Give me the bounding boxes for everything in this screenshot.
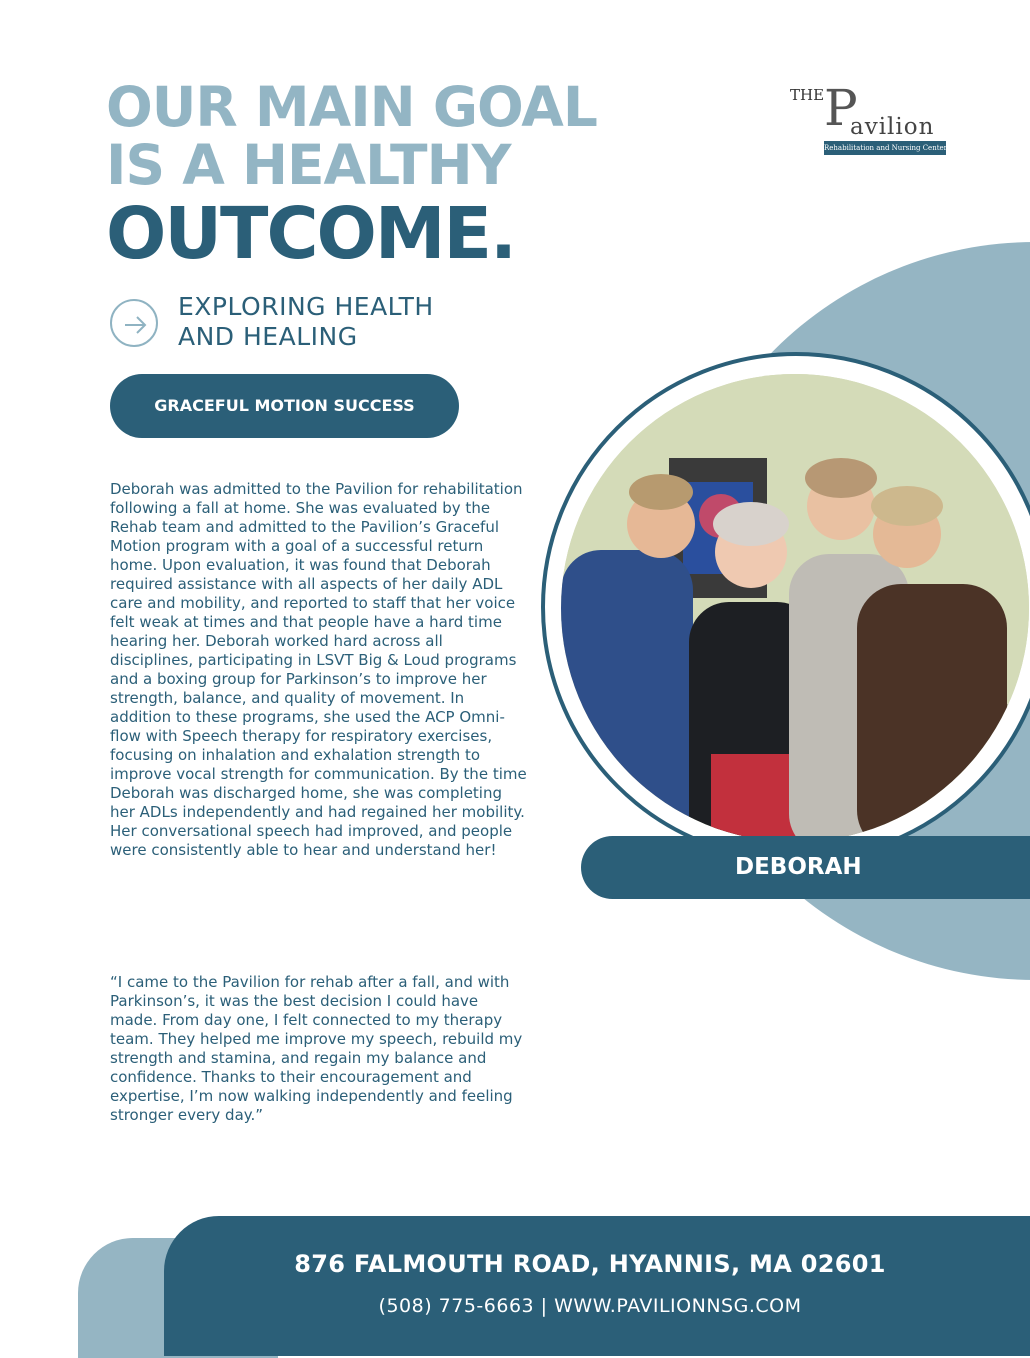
caption-name: DEBORAH [735,854,862,880]
subhead-line-1: EXPLORING HEALTH [178,292,434,321]
headline-line-1: OUR MAIN GOAL [106,75,597,139]
testimonial-quote: “I came to the Pavilion for rehab after a fall, and with Parkinson’s, it was the best decision I could have made. From day one, I felt connected to my therapy team. They helped me improve my speech, rebuild my strength and stamina, and regain my balance and confidence. Thanks to their encouragement and expertise, I’m now walking independently and feeling stronger every day.” [110,973,523,1124]
page-headline [106,75,597,275]
program-badge: GRACEFUL MOTION SUCCESS [110,374,459,438]
headline-line-2: IS A HEALTHY [106,133,511,197]
logo-the: THE [790,86,825,104]
arrow-right-icon [110,299,158,347]
section-subheading [178,292,434,352]
logo-tagline: Rehabilitation and Nursing Center [824,141,946,155]
group-photo [561,374,1029,842]
footer-contact: (508) 775-6663 | WWW.PAVILIONNSG.COM [378,1295,802,1317]
photo-caption [581,836,1030,899]
footer-bar [164,1216,1030,1356]
logo-p-letter: P [824,79,858,137]
pavilion-logo [788,79,948,158]
footer-address: 876 FALMOUTH ROAD, HYANNIS, MA 02601 [294,1250,886,1278]
headline-line-3: OUTCOME. [106,192,516,275]
logo-name: avilion [850,114,935,140]
story-paragraph: Deborah was admitted to the Pavilion for rehabilitation following a fall at home. She was evaluated by the Rehab team and admitted to the Pavilion’s Graceful Motion program with a goal of a successful return home. Upon evaluation, it was found that Deborah required assistance with all aspects of her daily ADL care and mobility, and reported to staff that her voice felt weak at times and that people have a hard time hearing her. Deborah worked hard across all disciplines, participating in LSVT Big & Loud programs and a boxing group for Parkinson’s to improve her strength, balance, and quality of movement. In addition to these programs, she used the ACP Omni-flow with Speech therapy for respiratory exercises, focusing on inhalation and exhalation strength to improve vocal strength for communication. By the time Deborah was discharged home, she was completing her ADLs independently and had regained her mobility. Her conversational speech had improved, and people were consistently able to hear and understand her! [110,480,527,859]
subhead-line-2: AND HEALING [178,322,358,351]
